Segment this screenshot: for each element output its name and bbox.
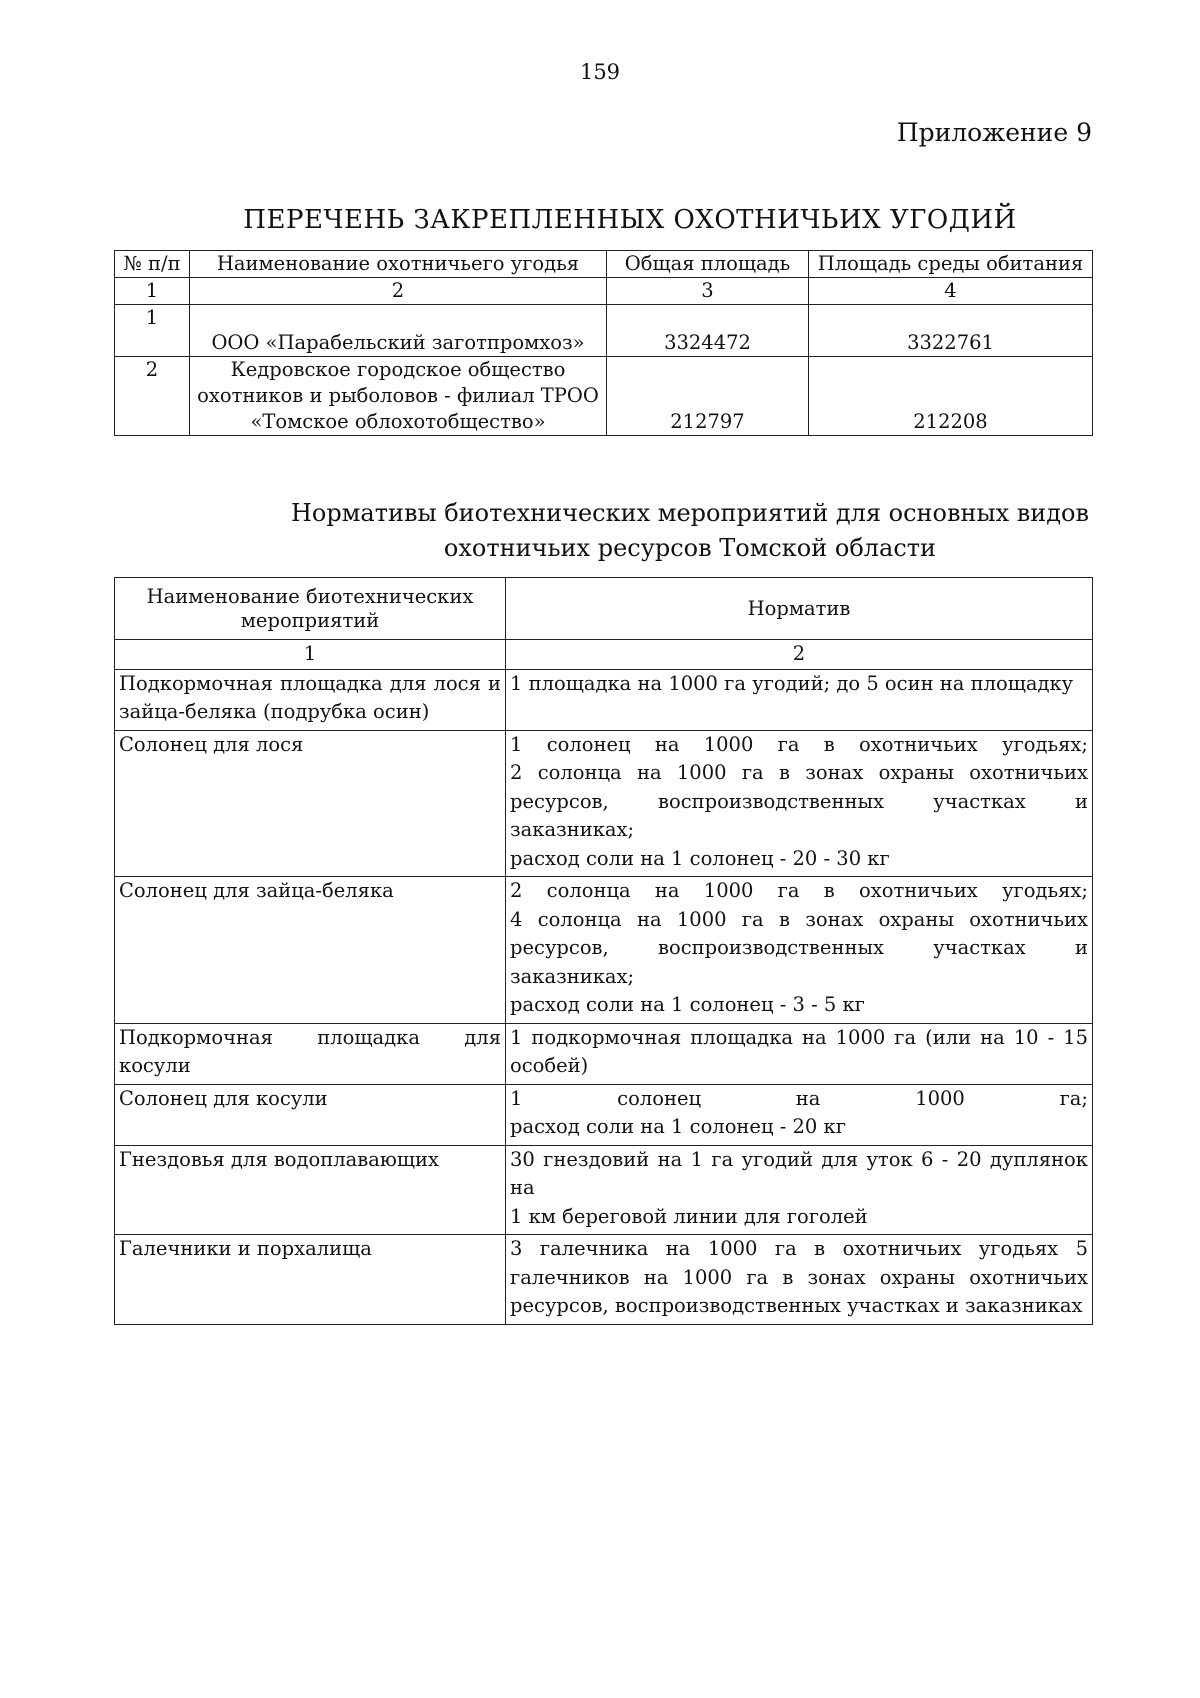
table-row [115,357,1093,436]
table-row [115,1145,1093,1235]
measure-name-line: Солонец для косули [119,1086,328,1110]
norm-value [506,1023,1093,1084]
table-row [115,1023,1093,1084]
table-header-row [115,578,1093,640]
column-number-row [115,640,1093,670]
norm-line: ресурсов, воспроизводственных участках и заказниках; [510,936,1088,988]
title-line: Нормативы биотехнических мероприятий для основных видов [290,499,1090,527]
measure-name-line: Галечники и порхалища [119,1237,372,1260]
row-number: 2 [115,357,190,436]
table-row [115,1084,1093,1145]
column-number: 2 [506,640,1093,670]
measure-name-line: зайца-беляка (подрубка осин) [119,700,430,723]
total-area: 3324472 [607,305,809,357]
column-number-row [115,278,1093,305]
norm-line: 1 площадка на 1000 га угодий; до 5 осин на площадку [510,671,1074,695]
header-cell: № п/п [115,251,190,278]
header-cell: Площадь среды обитания [809,251,1093,278]
table-row [115,1235,1093,1325]
norm-value [506,1235,1093,1325]
norm-line: расход соли на 1 солонец - 3 - 5 кг [510,993,865,1016]
norm-line: расход соли на 1 солонец - 20 кг [510,1115,846,1138]
measure-name [115,669,506,730]
norm-line: 2 солонца на 1000 га в зонах охраны охотничьих [510,761,1088,784]
norm-line: особей) [510,1054,589,1077]
norm-value [506,1145,1093,1235]
norm-value [506,669,1093,730]
title-line: охотничьих ресурсов Томской области [443,534,937,562]
column-number: 2 [190,278,607,305]
table-row [115,669,1093,730]
header-cell: Норматив [506,578,1093,640]
appendix-label: Приложение 9 [896,118,1092,147]
measure-name [115,877,506,1024]
total-area: 212797 [607,357,809,436]
norm-value [506,730,1093,877]
page-number: 159 [579,60,621,84]
measure-name-line: Подкормочная площадка для косули [119,1025,501,1077]
norm-line: 1 км береговой линии для гоголей [510,1204,868,1228]
measure-name-line: Солонец для зайца-беляка [119,879,394,902]
norm-line: 1 подкормочная площадка на 1000 га (или на 10 - 15 [510,1025,1088,1049]
measure-name [115,1023,506,1084]
hunting-grounds-table [114,250,1093,436]
column-number: 3 [607,278,809,305]
norm-value [506,877,1093,1024]
habitat-area: 212208 [809,357,1093,436]
norm-line: ресурсов, воспроизводственных участках и заказниках [510,1294,1083,1317]
measure-name [115,1084,506,1145]
norm-line: 30 гнездовий на 1 га угодий для уток 6 - 20 дуплянок на [510,1147,1088,1199]
ground-name-line: «Томское облохотобщество» [250,410,546,433]
ground-name: ООО «Парабельский заготпромхоз» [190,305,607,357]
habitat-area: 3322761 [809,305,1093,357]
row-number: 1 [115,305,190,357]
norm-line: галечников на 1000 га в зонах охраны охотничьих [510,1265,1088,1289]
measure-name [115,1145,506,1235]
norm-line: 2 солонца на 1000 га в охотничьих угодьях; [510,879,1088,902]
norm-line: ресурсов, воспроизводственных участках и заказниках; [510,789,1088,841]
table-row [115,305,1093,357]
ground-name-line: охотников и рыболовов - филиал ТРОО [197,384,599,407]
column-number: 4 [809,278,1093,305]
measure-name-line: Подкормочная площадка для лося и [119,671,501,695]
header-cell: Общая площадь [607,251,809,278]
norm-value [506,1084,1093,1145]
measure-name-line: Солонец для лося [119,732,304,756]
norm-line: 4 солонца на 1000 га в зонах охраны охотничьих [510,907,1088,931]
column-number: 1 [115,278,190,305]
table-row [115,730,1093,877]
header-cell: Наименование охотничьего угодья [190,251,607,278]
norm-line: 3 галечника на 1000 га в охотничьих угодьях 5 [510,1237,1088,1260]
measure-name [115,730,506,877]
norm-line: 1 солонец на 1000 га в охотничьих угодьях; [510,732,1088,756]
norm-line: расход соли на 1 солонец - 20 - 30 кг [510,846,890,870]
biotech-norms-title [0,496,1200,566]
ground-name-line: Кедровское городское общество [230,358,566,381]
column-number: 1 [115,640,506,670]
measure-name [115,1235,506,1325]
measure-name-line: Гнездовья для водоплавающих [119,1147,439,1171]
hunting-grounds-title: ПЕРЕЧЕНЬ ЗАКРЕПЛЕННЫХ ОХОТНИЧЬИХ УГОДИЙ [243,205,1017,235]
biotech-norms-table [114,577,1093,1325]
ground-name [190,357,607,436]
table-row [115,877,1093,1024]
table-header-row [115,251,1093,278]
norm-line: 1 солонец на 1000 га; [510,1086,1088,1110]
header-cell: Наименование биотехнических мероприятий [115,578,506,640]
